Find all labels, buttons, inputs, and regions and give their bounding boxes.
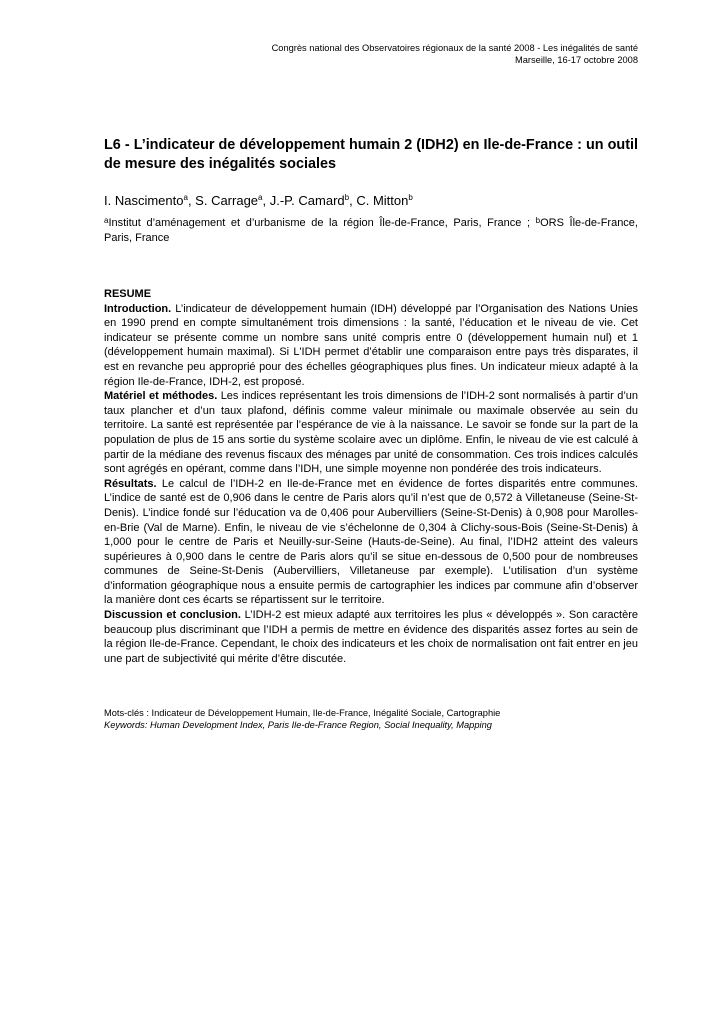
author-name: C. Mitton xyxy=(356,193,409,208)
author-affiliation-mark: a xyxy=(183,193,188,202)
author-name: J.-P. Camard xyxy=(269,193,345,208)
author-list xyxy=(104,192,638,210)
abstract-section-methods xyxy=(104,389,638,477)
section-label: Matériel et méthodes. xyxy=(104,390,218,403)
author-separator: , xyxy=(262,193,270,208)
section-text: L’IDH-2 est mieux adapté aux territoires les plus « développés ». Son caractère beaucoup plus discriminant que l’IDH a permis de mettre en évidence des disparités assez fortes au sein de la région Ile-de-France. Cependant, le choix des indicateurs et les choix de normalisation ont fait entrer en jeu une part de subjectivité qui mérite d’être discutée. xyxy=(104,609,638,665)
author-affiliation-mark: b xyxy=(408,193,413,202)
abstract-section-discussion xyxy=(104,608,638,666)
keywords-french: Mots-clés : Indicateur de Développement Humain, Ile-de-France, Inégalité Sociale, Cartographie xyxy=(104,708,501,718)
author-name: S. Carrage xyxy=(195,193,259,208)
abstract-section-introduction xyxy=(104,302,638,390)
affiliation-mark-a: a xyxy=(104,216,109,225)
section-label: Discussion et conclusion. xyxy=(104,609,241,622)
section-text: L’indicateur de développement humain (IDH) développé par l’Organisation des Nations Unies en 1990 prend en compte simultanément trois dimensions : la santé, l’éducation et le niveau de vie. Cet indicateur se présente comme un nombre sans unité compris entre 0 (développement humain nul) et 1 (développement humain maximal). Si L'IDH permet d’établir une comparaison entre pays très disparates, il est en revanche peu approprié pour des échelles géographiques plus fines. Un indicateur mieux adapté à la région Ile-de-France, IDH-2, est proposé. xyxy=(104,302,638,388)
affiliation-b: ORS Île-de-France, Paris, France xyxy=(104,217,638,244)
header-conference: Congrès national des Observatoires régionaux de la santé 2008 - Les inégalités de santé xyxy=(271,43,638,53)
author-affiliation-mark: a xyxy=(258,193,263,202)
header-location-date: Marseille, 16-17 octobre 2008 xyxy=(515,55,638,65)
section-text: Les indices représentant les trois dimensions de l’IDH-2 sont normalisés à partir d’un taux plancher et d’un taux plafond, définis comme valeur minimale ou maximale observée au sein du territoire. La santé est représentée par l’espérance de vie à la naissance. Le savoir se fonde sur la part de la population de plus de 15 ans sortie du système scolaire avec un diplôme. Enfin, le niveau de vie est calculé à partir de la médiane des revenus fiscaux des ménages par unité de consommation. Ces trois indices calculés sont agrégés en opérant, comme dans l’IDH, une simple moyenne non pondérée des trois indicateurs. xyxy=(104,390,638,476)
paper-title: L6 - L’indicateur de développement humain 2 (IDH2) en Ile-de-France : un outil de mesure des inégalités sociales xyxy=(104,137,638,172)
author-name: I. Nascimento xyxy=(104,193,184,208)
keywords-english: Keywords: Human Development Index, Paris Ile-de-France Region, Social Inequality, Mapping xyxy=(104,719,492,730)
affiliation-a: Institut d’aménagement et d’urbanisme de la région Île-de-France, Paris, France ; xyxy=(108,217,536,229)
author-separator: , xyxy=(349,193,357,208)
section-label: Résultats. xyxy=(104,477,157,490)
affiliation-mark-b: b xyxy=(535,216,541,225)
author-affiliation-mark: b xyxy=(344,193,350,202)
abstract-section-results xyxy=(104,477,638,608)
abstract xyxy=(104,287,638,666)
section-label: Introduction. xyxy=(104,302,172,315)
keywords xyxy=(104,708,638,731)
author-separator: , xyxy=(187,193,196,208)
running-header xyxy=(158,42,638,66)
section-text: Le calcul de l’IDH-2 en Ile-de-France met en évidence de fortes disparités entre communes. L’indice de santé est de 0,906 dans le centre de Paris alors qu’il n’est que de 0,572 à Villetaneuse (Seine-St-Denis). L’indice fondé sur l’éducation va de 0,406 pour Aubervilliers (Seine-St-Denis) à 0,908 pour Marolles-en-Brie (Val de Marne). Enfin, le niveau de vie s’échelonne de 0,304 à Clichy-sous-Bois (Seine-St-Denis) à 1,000 pour le centre de Paris et Neuilly-sur-Seine (Hauts-de-Seine). Au final, l’IDH2 atteint des valeurs supérieures à 0,900 dans le centre de Paris alors qu’il se situe en-dessous de 0,500 pour de nombreuses communes de Seine-St-Denis (Aubervilliers, Villetaneuse par exemple). L’utilisation d’un système d’information géographique nous a ensuite permis de cartographier les indices par commune afin d’observer la manière dont ces écarts se répartissent sur le territoire. xyxy=(104,477,638,607)
affiliations xyxy=(104,216,638,246)
abstract-heading: RESUME xyxy=(104,288,152,300)
